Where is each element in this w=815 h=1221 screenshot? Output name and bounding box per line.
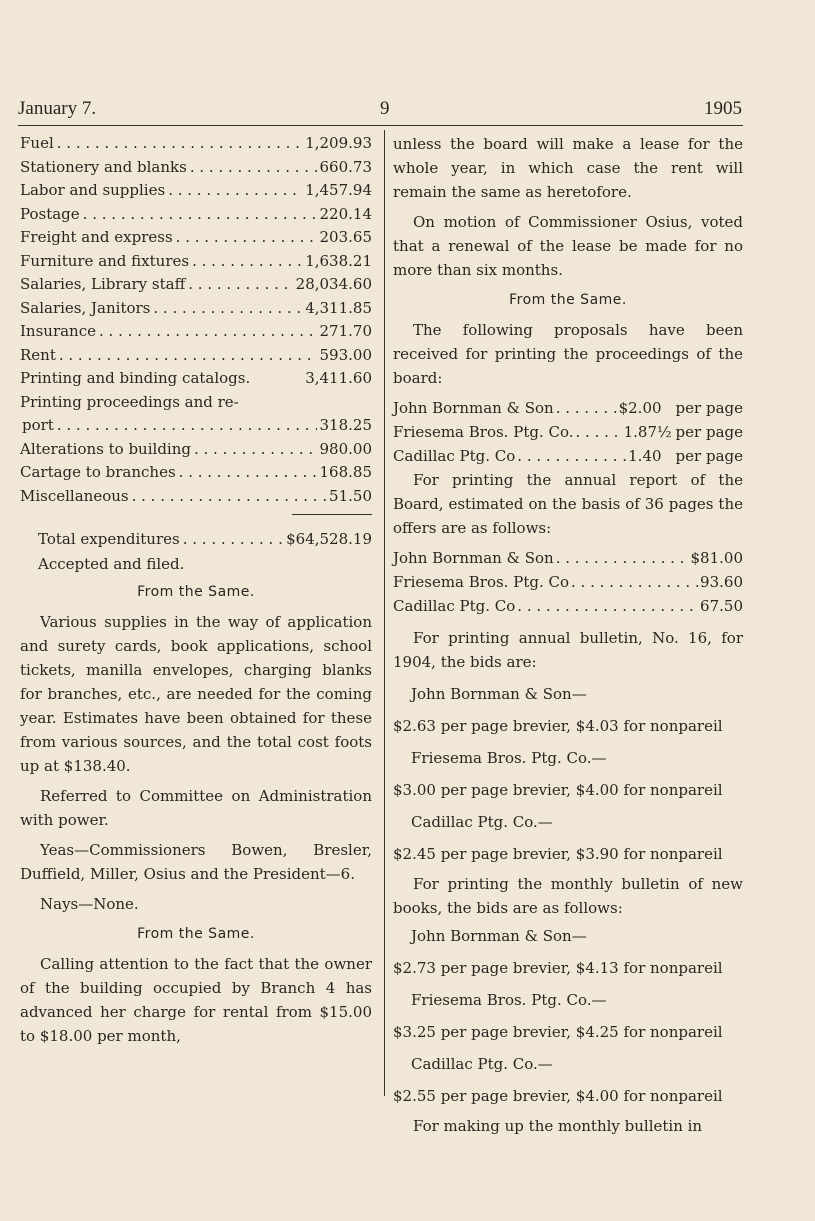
bidder-name: Cadillac Ptg. Co (393, 447, 516, 465)
bidder-name: Friesema Bros. Ptg. Co.— (411, 991, 607, 1009)
column-divider (384, 130, 385, 1096)
expense-label: Printing and binding catalogs. (20, 369, 251, 387)
expense-row (20, 461, 372, 485)
expense-amount: 271.70 (319, 322, 372, 340)
bidder-name: John Bornman & Son (393, 549, 554, 567)
expense-row (20, 226, 372, 250)
bid-amount: 93.60 (700, 573, 743, 591)
section-heading: From the Same. (509, 292, 627, 308)
referred-paragraph: Referred to Committee on Administration with power. (20, 786, 372, 829)
expense-label: Printing proceedings and re- (20, 392, 239, 411)
bidder-name: Friesema Bros. Ptg. Co. (393, 423, 574, 441)
proceedings-bids (393, 396, 743, 468)
bid-price: $2.45 per page brevier, $3.90 for nonpareil (393, 845, 723, 863)
expense-amount: 660.73 (319, 157, 372, 176)
left-column (20, 132, 372, 1048)
bidder-name: Cadillac Ptg. Co.— (411, 813, 553, 831)
total-label: Total expenditures (38, 530, 180, 548)
expense-row (20, 320, 372, 344)
expense-label: Labor and supplies (20, 181, 166, 199)
bidder-name: Friesema Bros. Ptg. Co (393, 573, 569, 591)
expense-label: Fuel (20, 134, 54, 152)
expense-amount: 51.50 (329, 486, 372, 505)
bid-price: $2.73 per page brevier, $4.13 for nonpareil (393, 959, 723, 977)
expense-amount: 593.00 (319, 345, 372, 364)
expense-amount: 318.25 (319, 416, 372, 434)
expense-amount: 980.00 (319, 439, 372, 458)
expense-row (20, 132, 372, 156)
bidder-name: Cadillac Ptg. Co (393, 597, 516, 615)
expense-amount: 220.14 (319, 204, 372, 223)
expense-amount: 1,209.93 (305, 134, 372, 152)
bidder-name: John Bornman & Son— (411, 685, 587, 703)
expense-label: Furniture and fixtures (20, 251, 190, 270)
expense-row (20, 414, 372, 438)
bid-price: $3.00 per page brevier, $4.00 for nonpareil (393, 781, 723, 799)
expenditure-list (20, 132, 372, 508)
expense-row (20, 250, 372, 274)
bid-row (393, 420, 743, 444)
page-header (18, 98, 742, 126)
right-column (393, 132, 743, 1138)
bulletin-paragraph: For printing annual bulletin, No. 16, for 1904, the bids are: (393, 629, 743, 671)
bid-amount: $2.00 (618, 399, 662, 417)
expense-row (20, 391, 372, 415)
bid-row (393, 570, 743, 594)
expense-label: Freight and express (20, 228, 173, 246)
expense-label: Stationery and blanks (20, 157, 187, 176)
bulletin-bids (393, 682, 743, 866)
bid-row (393, 396, 743, 420)
expense-amount: 203.65 (319, 228, 372, 246)
expense-label: Salaries, Library staff (20, 275, 186, 293)
bid-unit: per page (675, 399, 743, 417)
expense-row (20, 438, 372, 462)
motion-paragraph: On motion of Commissioner Osius, voted that a renewal of the lease be made for no more than six months. (393, 213, 743, 279)
bid-amount: 1.40 (628, 447, 662, 465)
bid-unit: per page (675, 447, 743, 465)
expense-label: Postage (20, 204, 80, 223)
bidder-name: Friesema Bros. Ptg. Co.— (411, 749, 607, 767)
page-number: 9 (380, 98, 390, 119)
expense-label: Alterations to building (20, 439, 191, 458)
supplies-paragraph: Various supplies in the way of application and surety cards, book applications, school tickets, manilla envelopes, charging blanks for branches, etc., are needed for the coming year. Estimates have been obtained for these from various sources, and the total cost foots up at $138.40. (20, 612, 372, 775)
bid-amount: $81.00 (690, 549, 743, 567)
monthly-paragraph: For printing the monthly bulletin of new books, the bids are as follows: (393, 875, 743, 917)
making-paragraph: For making up the monthly bulletin in (413, 1117, 703, 1135)
expense-amount: 28,034.60 (295, 275, 372, 293)
total-rule-wrap (20, 508, 372, 518)
bidder-name: John Bornman & Son (393, 399, 554, 417)
expense-row (20, 156, 372, 180)
expense-amount: 168.85 (319, 463, 372, 481)
expense-amount: 1,457.94 (305, 181, 372, 199)
expense-row (20, 485, 372, 509)
monthly-bids (393, 924, 743, 1108)
calling-paragraph: Calling attention to the fact that the owner of the building occupied by Branch 4 has advanced her charge for rental from $15.00 to $18.00 per month, (20, 954, 372, 1045)
bidder-name: John Bornman & Son— (411, 927, 587, 945)
bid-amount: 67.50 (700, 597, 743, 615)
header-date: January 7. (18, 98, 97, 119)
expense-amount: 1,638.21 (305, 251, 372, 270)
bid-amount: 1.87½ (623, 423, 672, 441)
bid-row (393, 444, 743, 468)
bid-price: $3.25 per page brevier, $4.25 for nonpareil (393, 1023, 723, 1041)
expense-label: Rent (20, 345, 56, 364)
bid-unit: per page (675, 423, 743, 441)
bidder-name: Cadillac Ptg. Co.— (411, 1055, 553, 1073)
section-heading: From the Same. (137, 925, 255, 942)
expense-amount: 4,311.85 (305, 298, 372, 317)
nays-paragraph: Nays—None. (40, 894, 139, 913)
expense-label: port (22, 416, 54, 434)
expense-row (20, 203, 372, 227)
total-rule (292, 514, 372, 515)
header-rule (18, 125, 743, 126)
expense-row (20, 367, 372, 391)
continued-paragraph: unless the board will make a lease for the whole year, in which case the rent will remain the same as heretofore. (393, 135, 743, 201)
section-heading: From the Same. (137, 583, 255, 600)
expense-label: Cartage to branches (20, 463, 176, 481)
expense-row (20, 273, 372, 297)
expense-row (20, 297, 372, 321)
bid-price: $2.55 per page brevier, $4.00 for nonpareil (393, 1087, 723, 1105)
total-row (20, 528, 372, 552)
annual-paragraph: For printing the annual report of the Board, estimated on the basis of 36 pages the offers are as follows: (393, 471, 743, 537)
accepted-text: Accepted and filed. (38, 554, 185, 573)
total-amount: $64,528.19 (286, 530, 372, 548)
expense-row (20, 179, 372, 203)
yeas-paragraph: Yeas—Commissioners Bowen, Bresler, Duffield, Miller, Osius and the President—6. (20, 840, 372, 883)
header-year: 1905 (704, 98, 742, 119)
expense-label: Miscellaneous (20, 486, 129, 505)
annual-bids (393, 546, 743, 618)
bid-price: $2.63 per page brevier, $4.03 for nonpareil (393, 717, 723, 735)
bid-row (393, 594, 743, 618)
expense-row (20, 344, 372, 368)
expense-label: Salaries, Janitors (20, 298, 151, 317)
proposals-paragraph: The following proposals have been received for printing the proceedings of the board: (393, 321, 743, 387)
expense-amount: 3,411.60 (305, 369, 372, 387)
expense-label: Insurance (20, 322, 96, 340)
bid-row (393, 546, 743, 570)
